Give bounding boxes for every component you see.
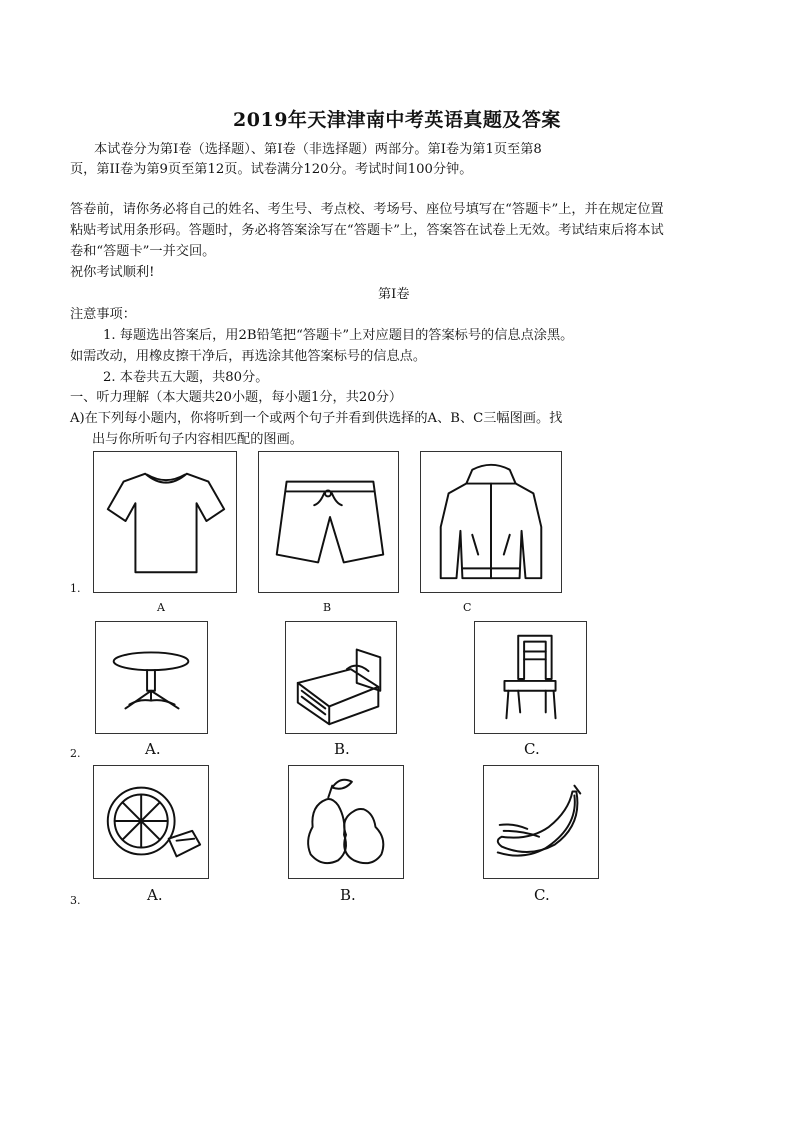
orange-icon — [94, 766, 208, 878]
question-number: 2. — [70, 747, 81, 760]
page-title: 2019年天津津南中考英语真题及答案 — [233, 109, 561, 131]
option-image-a — [93, 451, 237, 593]
intro-line-1: 本试卷分为第I卷（选择题）、第I卷（非选择题）两部分。第I卷为第1页至第8 — [94, 142, 542, 157]
option-image-b — [288, 765, 404, 879]
option-label-a: A. — [145, 740, 161, 758]
option-label-a: A — [157, 601, 165, 614]
pear-icon — [289, 766, 403, 878]
exam-wish: 祝你考试顺利! — [70, 265, 155, 280]
part1-instruction-2: 出与你所听句子内容相匹配的图画。 — [92, 432, 303, 447]
notice-line-1: 答卷前，请你务必将自己的姓名、考生号、考点校、考场号、座位号填写在“答题卡”上，并在规定位置 — [70, 202, 664, 217]
option-label-c: C. — [534, 886, 550, 904]
option-image-a — [93, 765, 209, 879]
option-image-b — [258, 451, 399, 593]
chair-icon — [475, 622, 586, 733]
attention-heading: 注意事项： — [70, 307, 136, 322]
option-image-a — [95, 621, 208, 734]
attention-item-1: 1. 每题选出答案后，用2B铅笔把“答题卡”上对应题目的答案标号的信息点涂黑。 — [103, 328, 574, 343]
table-icon — [96, 622, 207, 733]
notice-line-2: 粘贴考试用条形码。答题时，务必将答案涂写在“答题卡”上，答案答在试卷上无效。考试结束后将本试 — [70, 223, 664, 238]
intro-line-2: 页，第II卷为第9页至第12页。试卷满分120分。考试时间100分钟。 — [70, 162, 473, 177]
part1-heading: 一、听力理解（本大题共20小题，每小题1分，共20分） — [70, 390, 403, 405]
option-label-b: B. — [334, 740, 350, 758]
attention-item-1-cont: 如需改动，用橡皮擦干净后，再选涂其他答案标号的信息点。 — [70, 349, 427, 364]
option-label-b: B. — [340, 886, 356, 904]
option-image-c — [474, 621, 587, 734]
part1-instruction-1: A)在下列每小题内，你将听到一个或两个句子并看到供选择的A、B、C三幅图画。找 — [70, 411, 563, 426]
option-image-c — [483, 765, 599, 879]
notice-line-3: 卷和“答题卡”一并交回。 — [70, 244, 216, 259]
bed-icon — [286, 622, 396, 733]
option-label-a: A. — [147, 886, 163, 904]
option-label-c: C — [463, 601, 472, 614]
option-label-b: B — [323, 601, 332, 614]
option-image-c — [420, 451, 562, 593]
tshirt-icon — [94, 452, 236, 592]
question-number: 3. — [70, 894, 81, 907]
shorts-icon — [259, 452, 398, 592]
banana-icon — [484, 766, 598, 878]
attention-item-2: 2. 本卷共五大题，共80分。 — [103, 370, 269, 385]
section-title: 第I卷 — [378, 287, 410, 302]
option-image-b — [285, 621, 397, 734]
option-label-c: C. — [524, 740, 540, 758]
jacket-icon — [421, 452, 561, 592]
question-number: 1. — [70, 582, 81, 595]
